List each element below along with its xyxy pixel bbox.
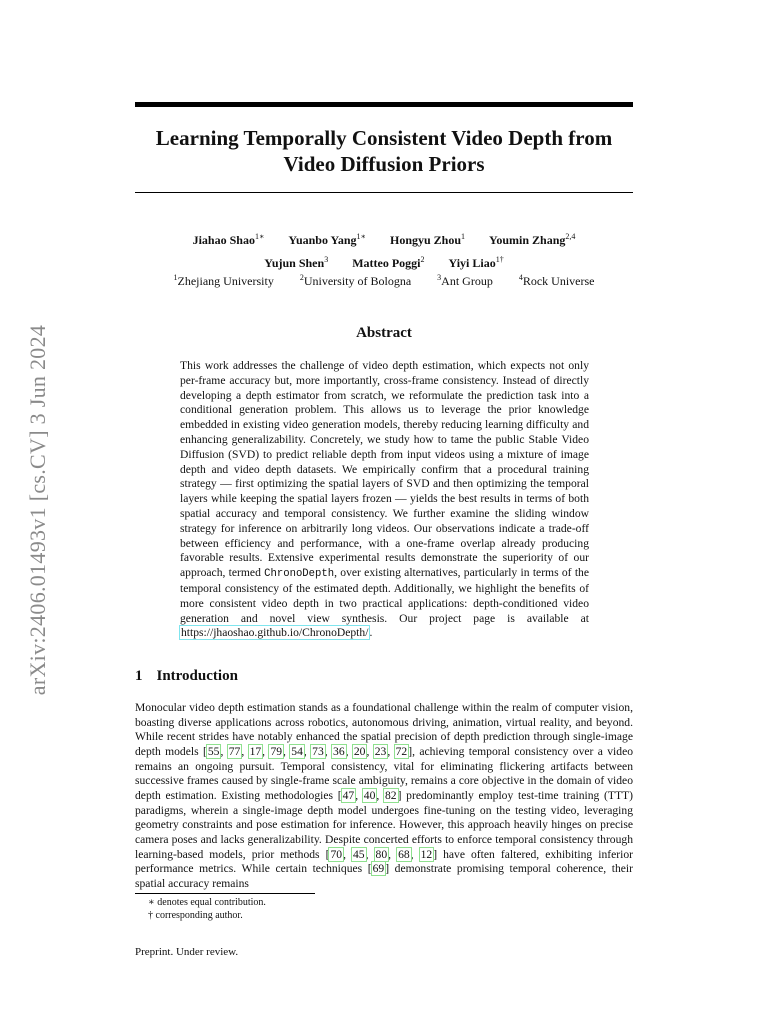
affiliation: $^1$Zhejiang University xyxy=(173,273,274,288)
citation-link[interactable]: 77 xyxy=(228,744,241,758)
footnote-rule xyxy=(135,893,315,894)
citation-link[interactable]: 17 xyxy=(249,744,262,758)
author: Matteo Poggi$^2$ xyxy=(352,255,425,270)
affiliation: $^4$Rock Universe xyxy=(518,273,595,288)
title-top-rule xyxy=(135,102,633,107)
author: Yiyi Liao$^{1\dagger}$ xyxy=(448,255,504,270)
citation-link[interactable]: 70 xyxy=(330,847,343,861)
citation-link[interactable]: 73 xyxy=(312,744,324,758)
method-name: ChronoDepth xyxy=(264,568,335,581)
citation-link[interactable]: 72 xyxy=(395,744,408,758)
author: Hongyu Zhou$^1$ xyxy=(389,232,466,247)
citation-link[interactable]: 54 xyxy=(291,744,303,758)
author: Youmin Zhang$^{2,4}$ xyxy=(489,232,576,247)
citation-link[interactable]: 45 xyxy=(353,847,365,861)
preprint-note: Preprint. Under review. xyxy=(135,946,239,958)
citation-link[interactable]: 82 xyxy=(385,788,397,802)
introduction-text: Monocular video depth estimation stands as a foundational challenge within the realm of computer vision, boasting diverse applications across robotics, autonomous driving, animation, virtual reality, and beyond. While recent strides have notably enhanced the spatial precision of depth prediction through single-image depth models [55, 77, 17, 79, 54, 73, 36, 20, 23, 72], achieving temporal consistency over a video remains an ongoing pursuit. Temporal consistency, vital for eliminating flickering artifacts between successive frames caused by single-frame scale ambiguity, remains a core objective in the domain of video depth estimation. Existing methodologies [47, 40, 82] predominantly employ test-time training (TTT) paradigms, wherein a single-image depth model undergoes fine-tuning on the testing video, leveraging geometry constraints and pose estimation for inference. However, this approach heavily hinges on precise camera poses and lacks generalizability. Despite concerted efforts to enforce temporal consistency through learning-based models, prior methods [70, 45, 80, 68, 12] have often faltered, exhibiting inferior performance metrics. While certain techniques [69] demonstrate promising temporal coherence, their spatial accuracy remains xyxy=(135,701,634,890)
affiliation: $^3$Ant Group xyxy=(437,273,493,288)
author-list xyxy=(135,227,633,273)
affiliation: $^2$University of Bologna xyxy=(299,273,412,288)
footnote-corresponding-author: † corresponding author. xyxy=(148,910,243,921)
citation-group: [70, 45, 80, 68, 12] xyxy=(325,847,438,861)
citation-link[interactable]: 80 xyxy=(375,847,388,861)
arxiv-identifier-text: arXiv:2406.01493v1 [cs.CV] 3 Jun 2024 xyxy=(25,324,50,696)
citation-link[interactable]: 47 xyxy=(342,788,355,802)
author: Yujun Shen$^3$ xyxy=(264,255,329,270)
section-title: Introduction xyxy=(156,668,238,684)
abstract-heading: Abstract xyxy=(356,325,412,341)
citation-group: [47, 40, 82] xyxy=(337,788,402,802)
citation-group: [69] xyxy=(367,862,390,876)
project-page-link[interactable]: https://jhaoshao.github.io/ChronoDepth/ xyxy=(181,626,369,640)
citation-link[interactable]: 40 xyxy=(363,788,376,802)
arxiv-identifier xyxy=(18,290,58,730)
author-row-1 xyxy=(135,227,633,250)
abstract-text: This work addresses the challenge of video depth estimation, which expects not only per-frame accuracy but, more importantly, cross-frame consistency. Instead of directly developing a depth estimator from scratch, we reformulate the prediction task into a conditional generation problem. This allows us to leverage the prior knowledge embedded in existing video generation models, thereby reducing learning difficulty and enhancing generalizability. Concretely, we study how to tame the public Stable Video Diffusion (SVD) to predict reliable depth from input videos using a mixture of image depth and video depth datasets. We empirically confirm that a procedural training strategy — first optimizing the spatial layers of SVD and then optimizing the temporal layers while keeping the spatial layers frozen — yields the best results in terms of both spatial accuracy and temporal consistency. We further examine the sliding window strategy for inference on arbitrarily long videos. Our observations indicate a trade-off between efficiency and performance, with a one-frame overlap already producing favorable results. Extensive experimental results demonstrate the superiority of our approach, termed ChronoDepth, over existing alternatives, particularly in terms of the temporal consistency of the estimated depth. Additionally, we highlight the benefits of more consistent video depth in two practical applications: depth-conditioned video generation and novel view synthesis. Our project page is available at https://jhaoshao.github.io/ChronoDepth/. xyxy=(180,359,589,640)
citation-link[interactable]: 20 xyxy=(353,744,366,758)
footnote-equal-contribution: ∗ denotes equal contribution. xyxy=(148,897,266,908)
citation-link[interactable]: 36 xyxy=(333,744,345,758)
section-number: 1 xyxy=(135,668,143,684)
affiliation-list xyxy=(135,273,633,289)
title-line-1: Learning Temporally Consistent Video Depth from xyxy=(155,126,613,150)
author: Jiahao Shao$^{1∗}$ xyxy=(192,232,265,247)
citation-link[interactable]: 23 xyxy=(374,744,387,758)
paper-title xyxy=(135,125,633,177)
citation-link[interactable]: 12 xyxy=(420,847,433,861)
title-line-2: Video Diffusion Priors xyxy=(283,152,485,176)
author: Yuanbo Yang$^{1∗}$ xyxy=(288,232,366,247)
citation-group: [55, 77, 17, 79, 54, 73, 36, 20, 23, 72] xyxy=(202,744,413,758)
section-heading-introduction xyxy=(135,668,238,685)
citation-link[interactable]: 69 xyxy=(372,862,385,876)
citation-link[interactable]: 68 xyxy=(398,847,410,861)
author-row-2 xyxy=(135,250,633,273)
title-bottom-rule xyxy=(135,192,633,193)
citation-link[interactable]: 55 xyxy=(207,744,220,758)
citation-link[interactable]: 79 xyxy=(270,744,283,758)
